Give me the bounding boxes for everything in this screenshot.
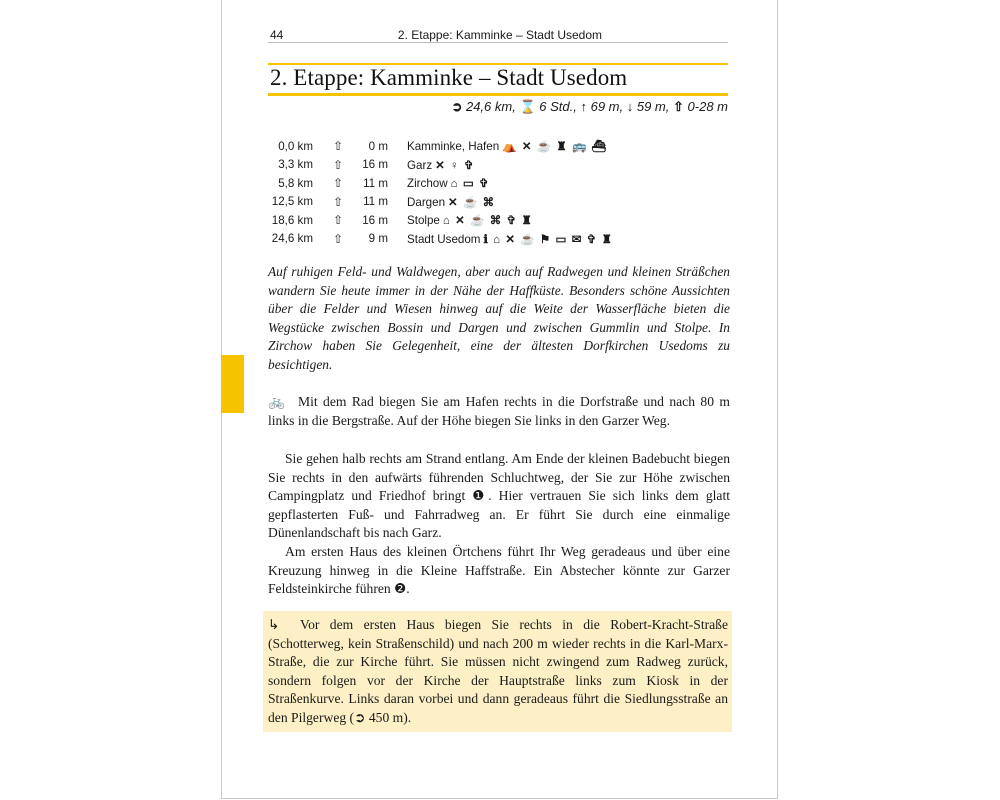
- route-row: [268, 174, 613, 193]
- paragraph-text: Sie gehen halb rechts am Strand entlang. Am Ende der kleinen Badebucht biegen Sie rechts in den aufwärts führenden Schluchtweg, der Sie zur Höhe zwischen Campingplatz und Friedhof bringt ❶. Hier vertrauen Sie sich links dem glatt gepflasterten Fuß- und Fahrradweg an. Er führt Sie durch eine einmalige Dünenlandschaft bis nach Garz.: [268, 451, 730, 541]
- descent-value: 59 m,: [636, 99, 670, 114]
- duration-value: 6 Std.,: [539, 99, 577, 114]
- route-altitude: 11 m: [363, 195, 388, 209]
- stage-title-bar: [268, 63, 728, 96]
- facility-icons: ⌂ ▭ ✞: [450, 177, 490, 191]
- bike-text: Mit dem Rad biegen Sie am Hafen rechts in die Dorfstraße und nach 80 m links in die Bergstraße. Auf der Höhe biegen Sie links in den Garzer Weg.: [268, 394, 730, 428]
- intro-paragraph: Auf ruhigen Feld- und Waldwegen, aber auch auf Radwegen und kleinen Sträßchen wandern Sie heute immer in der Nähe der Haffküste. Besonders schöne Aussichten über die Felder und Wiesen hinweg auf die Weite der Wasserfläche bieten die Wegstücke zwischen Bossin und Dargen und zwischen Gummlin und Stolpe. In Zirchow haben Sie Gelegenheit, eine der ältesten Dorfkirchen Usedoms zu besichtigen.: [268, 264, 730, 372]
- bike-paragraph: [268, 393, 730, 430]
- route-row: [268, 230, 613, 249]
- altitude-icon: ⇧: [332, 213, 343, 228]
- altitude-icon: ⇧: [332, 157, 343, 172]
- ascent-value: 69 m,: [590, 99, 624, 114]
- route-table: [268, 137, 613, 248]
- arrow-down-icon: ↓: [626, 99, 634, 114]
- chapter-tab-marker: [221, 355, 244, 413]
- page-number: 44: [270, 28, 284, 42]
- route-km: 18,6 km: [271, 213, 313, 227]
- hourglass-icon: ⌛: [519, 99, 536, 114]
- running-title: 2. Etappe: Kamminke – Stadt Usedom: [397, 28, 602, 42]
- detour-note: [268, 616, 728, 728]
- altitude-icon: ⇧: [332, 139, 343, 154]
- route-place: Zirchow: [407, 177, 448, 191]
- route-row: [268, 156, 613, 175]
- route-km: 5,8 km: [278, 176, 313, 190]
- altitude-range: 0-28 m: [687, 99, 728, 114]
- detour-arrow-icon: ↳: [268, 617, 280, 632]
- route-altitude: 16 m: [362, 158, 388, 172]
- route-place: Kamminke, Hafen: [407, 140, 500, 154]
- facility-icons: ⛺ ✕ ☕ ♜ 🚌 ⛴: [502, 140, 608, 154]
- detour-note-box: [263, 611, 732, 732]
- route-km: 12,5 km: [271, 195, 313, 209]
- stage-stats: [451, 99, 728, 115]
- route-place: Dargen: [407, 195, 446, 209]
- altitude-icon: ⇧: [673, 99, 684, 114]
- route-km: 3,3 km: [278, 158, 313, 172]
- route-place: Stolpe: [407, 214, 440, 228]
- route-place: Garz: [407, 158, 433, 172]
- facility-icons: ✕ ♀ ✞: [435, 158, 475, 172]
- altitude-icon: ⇧: [332, 231, 343, 246]
- facility-icons: ⌂ ✕ ☕ ⌘ ✞ ♜: [442, 214, 533, 228]
- route-altitude: 0 m: [368, 139, 388, 153]
- body-paragraph-2: [268, 543, 730, 599]
- running-header: [268, 27, 728, 43]
- route-row: [268, 211, 613, 230]
- facility-icons: ✕ ☕ ⌘: [448, 195, 496, 209]
- body-paragraph-1: [268, 450, 730, 543]
- route-km: 0,0 km: [278, 139, 313, 153]
- altitude-icon: ⇧: [332, 176, 343, 191]
- distance-value: 24,6 km,: [465, 99, 516, 114]
- route-altitude: 9 m: [368, 232, 388, 246]
- route-altitude: 16 m: [362, 213, 388, 227]
- route-km: 24,6 km: [271, 232, 313, 246]
- route-place: Stadt Usedom: [407, 232, 481, 246]
- paragraph-text: Am ersten Haus des kleinen Örtchens führt Ihr Weg geradeaus und über eine Kreuzung hinweg in die Kleine Haffstraße. Ein Abstecher könnte zur Garzer Feldsteinkirche führen ❷.: [268, 544, 730, 597]
- note-text: Vor dem ersten Haus biegen Sie rechts in die Robert-Kracht-Straße (Schotterweg, kein Straßenschild) und nach 200 m wieder rechts in die Karl-Marx-Straße, die zur Kirche führt. Sie müssen nicht zwingend zum Radweg zurück, sondern folgen vor der Kirche der Hauptstraße links zum Kiosk in der Straßenkurve. Links daran vorbei und dann geradeaus führt die Siedlungsstraße an den Pilgerweg (➲ 450 m).: [268, 617, 728, 725]
- arrow-up-icon: ↑: [580, 99, 587, 114]
- bicycle-icon: 🚲: [268, 394, 285, 409]
- route-row: [268, 137, 613, 156]
- facility-icons: ℹ ⌂ ✕ ☕ ⚑ ▭ ✉ ✞ ♜: [483, 232, 613, 246]
- distance-icon: ➲: [451, 99, 463, 114]
- altitude-icon: ⇧: [332, 194, 343, 209]
- stage-title: 2. Etappe: Kamminke – Stadt Usedom: [270, 65, 628, 90]
- route-altitude: 11 m: [363, 176, 388, 190]
- route-row: [268, 193, 613, 212]
